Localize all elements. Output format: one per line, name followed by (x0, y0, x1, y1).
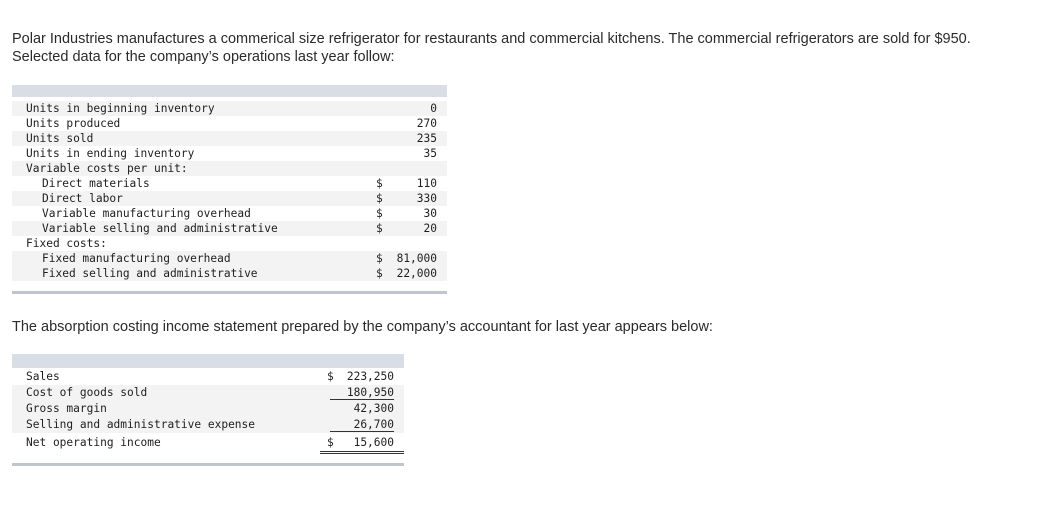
table-row (12, 116, 447, 131)
row-label: Fixed selling and administrative (42, 267, 258, 280)
table-row (12, 417, 404, 433)
row-label: Direct materials (42, 177, 150, 190)
dollar-sign: $ (376, 267, 383, 280)
row-label: Variable selling and administrative (42, 222, 278, 235)
dollar-sign: $ (376, 192, 383, 205)
intro-paragraph: Polar Industries manufactures a commerical size refrigerator for restaurants and commercial kitchens. The commercial refrigerators are sold for $950. Selected data for the company’s operations last year follow: (12, 31, 971, 65)
dollar-sign: $ (376, 177, 383, 190)
table-header-bar (12, 354, 404, 368)
row-label: Gross margin (26, 402, 107, 415)
row-value: 81,000 (396, 252, 437, 265)
dollar-sign: $ (376, 252, 383, 265)
row-value: 26,700 (330, 417, 394, 432)
dollar-sign: $ (327, 370, 334, 383)
double-underline (320, 451, 404, 454)
row-label: Variable costs per unit: (26, 162, 188, 175)
table-row (12, 236, 447, 251)
row-value: 330 (416, 192, 437, 205)
row-label: Selling and administrative expense (26, 418, 256, 431)
row-value: 270 (416, 117, 437, 130)
table-row (12, 131, 447, 146)
table-row (12, 191, 447, 206)
income-statement-table (12, 354, 404, 468)
table-row (12, 146, 447, 161)
row-label: Units in ending inventory (26, 147, 195, 160)
row-label: Units sold (26, 132, 94, 145)
table-row (12, 385, 404, 401)
row-value: 0 (430, 102, 437, 115)
table-row (12, 176, 447, 191)
table-row (12, 266, 447, 281)
row-value: 20 (423, 222, 437, 235)
table-row (12, 101, 447, 116)
row-label: Net operating income (26, 436, 161, 449)
row-value: 35 (423, 147, 437, 160)
row-label: Fixed costs: (26, 237, 107, 250)
table-header-bar (12, 85, 447, 97)
row-value: 235 (416, 132, 437, 145)
row-value: 110 (416, 177, 437, 190)
row-label: Units in beginning inventory (26, 102, 215, 115)
operations-data-table (12, 85, 447, 295)
table-footer-bar (12, 291, 447, 294)
table-footer-bar (12, 463, 404, 466)
dollar-sign: $ (376, 207, 383, 220)
row-label: Sales (26, 370, 60, 383)
table-row (12, 251, 447, 266)
income-statement-lead: The absorption costing income statement prepared by the company’s accountant for last year appears below: (12, 319, 713, 335)
table-row (12, 369, 404, 385)
row-value: 180,950 (330, 385, 394, 400)
dollar-sign: $ (327, 436, 334, 449)
table-row (12, 206, 447, 221)
table-row (12, 221, 447, 236)
table-row (12, 401, 404, 417)
table-row (12, 161, 447, 176)
row-label: Direct labor (42, 192, 123, 205)
row-label: Variable manufacturing overhead (42, 207, 251, 220)
row-label: Cost of goods sold (26, 386, 148, 399)
row-value: 30 (423, 207, 437, 220)
row-label: Units produced (26, 117, 121, 130)
row-value: 15,600 (353, 436, 394, 449)
row-value: 223,250 (346, 370, 394, 383)
row-label: Fixed manufacturing overhead (42, 252, 231, 265)
row-value: 22,000 (396, 267, 437, 280)
table-row (12, 435, 404, 451)
row-value: 42,300 (353, 402, 394, 415)
dollar-sign: $ (376, 222, 383, 235)
